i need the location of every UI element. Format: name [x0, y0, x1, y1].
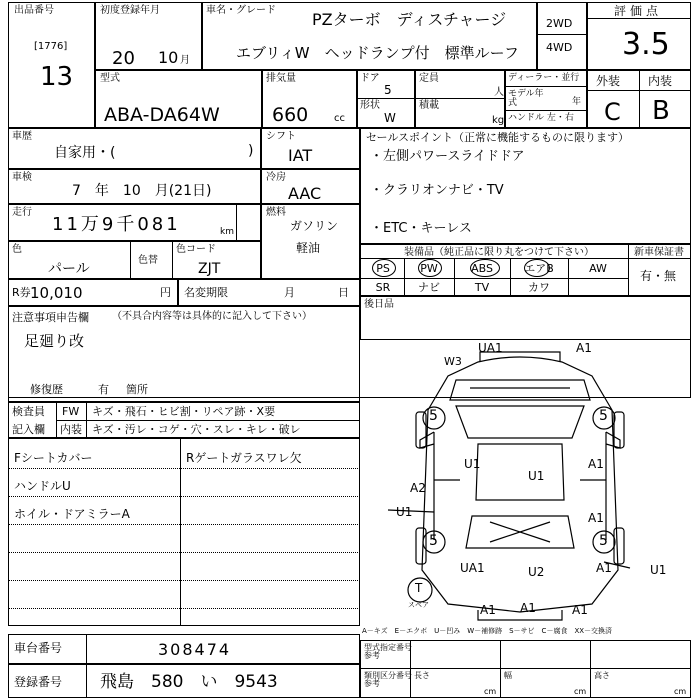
length-label: 長さ [414, 671, 430, 680]
reg-label: 登録番号 [14, 675, 63, 689]
interior-grade: B [652, 96, 670, 126]
notes-label: 注意事項申告欄 [12, 311, 89, 324]
color-label: 色 [12, 244, 22, 255]
remark-3: ホイル・ドアミラーA [14, 507, 130, 521]
first-reg-month: 10 [158, 48, 179, 67]
mark-5-tr: 5 [599, 408, 608, 424]
interior-label: 内装 [648, 74, 673, 88]
capacity-unit: 人 [494, 87, 504, 98]
chassis-label: 車台番号 [14, 641, 63, 655]
first-reg-month-unit: 月 [180, 55, 190, 66]
fw-label: FW [62, 405, 80, 418]
recycle-value: 10,010 [30, 284, 83, 302]
after-box [360, 296, 691, 340]
mark-u2: U2 [528, 565, 545, 579]
equip-aw: AW [589, 262, 607, 275]
mileage-value: 11万9千081 [52, 214, 181, 235]
rating-value: 3.5 [622, 27, 670, 62]
remarks-box [8, 438, 360, 626]
first-reg-year: 20 [112, 48, 135, 69]
mark-5-tl: 5 [429, 408, 438, 424]
mark-a1-b2: A1 [520, 601, 536, 615]
lot-code: [1776] [34, 41, 68, 52]
dealer-label: ディーラー・並行 [508, 73, 580, 83]
exterior-grade: C [604, 98, 621, 126]
mark-u1-side: U1 [396, 505, 413, 519]
mileage-unit: km [220, 227, 234, 237]
exterior-label: 外装 [596, 74, 621, 88]
equip-sr: SR [375, 281, 391, 294]
lot-number: 13 [40, 62, 74, 92]
lot-label: 出品番号 [14, 5, 54, 16]
repair-label: 修復歴 [30, 383, 63, 396]
height-label: 高さ [594, 671, 610, 680]
color-box [8, 241, 261, 279]
mark-w3: W3 [444, 355, 462, 368]
circle-pw [418, 259, 442, 277]
drive-4wd: 4WD [546, 41, 573, 54]
inspection-label: 車検 [12, 172, 32, 183]
circle-airbag [524, 259, 550, 277]
fw-items: キズ・飛石・ヒビ割・リペア跡・X要 [92, 405, 276, 418]
circle-ps [372, 259, 396, 277]
model-year-unit: 年 [572, 97, 582, 107]
mark-u1-roof: U1 [528, 469, 545, 483]
mark-a1-b3: A1 [572, 603, 588, 617]
fuel-label: 燃料 [266, 207, 286, 218]
name-change-month: 月 [284, 286, 295, 299]
fuel-diesel: 軽油 [296, 241, 321, 255]
interior-items: キズ・汚レ・コゲ・穴・スレ・キレ・破レ [92, 423, 301, 436]
interior-row-label: 内装 [60, 423, 82, 436]
equip-ps: PS [376, 262, 390, 275]
damage-legend: A－キズ E－エクボ U－凹み W－補修跡 S－サビ C－腐食 XX－交換済 [362, 627, 613, 635]
reg-value: 飛島 580 い 9543 [100, 672, 278, 692]
load-unit: kg [492, 115, 505, 126]
mark-5-bl: 5 [429, 533, 438, 549]
inspection-value: 7 年 10 月(21日) [72, 183, 212, 199]
name-grade-label: 車名・グレード [206, 5, 276, 16]
mileage-label: 走行 [12, 207, 32, 218]
mark-a1-right: A1 [588, 457, 604, 471]
sales-label: セールスポイント（正常に機能するものに限ります） [366, 131, 630, 144]
aircon-value: AAC [288, 184, 322, 203]
color-code-value: ZJT [198, 261, 221, 277]
equip-tv: TV [474, 281, 490, 294]
load-label: 積載 [419, 100, 439, 111]
equip-airbag: エアB [524, 262, 554, 275]
mark-ua1-top: UA1 [478, 341, 503, 355]
class-ref-label: 類別区分番号 参考 [364, 671, 412, 688]
width-unit: cm [574, 687, 587, 696]
name-change-label: 名変期限 [184, 286, 228, 299]
repair-value: 有 [98, 383, 109, 396]
handle-label: ハンドル 左・右 [508, 113, 574, 123]
mark-a1-b1: A1 [480, 603, 496, 617]
equip-pw: PW [420, 262, 438, 275]
spare-label: スペア [408, 601, 429, 609]
recycle-unit: 円 [160, 286, 171, 299]
circle-abs [470, 259, 500, 277]
mark-a2: A2 [410, 481, 426, 495]
mark-5-br: 5 [599, 533, 608, 549]
shift-label: シフト [266, 131, 296, 142]
sales-2: ・クラリオンナビ・TV [370, 183, 504, 198]
history-box [8, 128, 261, 169]
mark-tire: T [415, 581, 423, 595]
aircon-label: 冷房 [266, 172, 286, 183]
equip-leather: カワ [528, 281, 550, 294]
grade-line2: エブリィW ヘッドランプ付 標準ルーフ [236, 44, 519, 62]
repair-suffix: 箇所 [126, 383, 148, 396]
length-unit: cm [484, 687, 497, 696]
drive-2wd: 2WD [546, 17, 573, 30]
history-value: 自家用・( [54, 145, 116, 161]
chassis-value: 308474 [158, 640, 232, 659]
first-reg-label: 初度登録年月 [100, 5, 160, 16]
capacity-label: 定員 [419, 73, 439, 84]
color-value: パール [48, 261, 90, 277]
rating-label: 評価点 [614, 4, 663, 18]
after-label: 後日品 [364, 299, 394, 310]
remark-1a: Fシートカバー [14, 451, 93, 465]
fuel-gas: ガソリン [290, 219, 339, 233]
equip-navi: ナビ [418, 281, 440, 294]
notes-hint: （不具合内容等は具体的に記入して下さい） [112, 311, 312, 322]
remark-1b: Rゲートガラスワレ欠 [186, 451, 302, 465]
mark-u1-rear: U1 [650, 563, 667, 577]
type-ref-label: 型式指定番号 参考 [364, 643, 412, 660]
doors-value: 5 [384, 83, 392, 97]
notes-value: 足廻り改 [24, 332, 85, 350]
height-unit: cm [674, 687, 687, 696]
remark-2: ハンドルU [14, 479, 71, 493]
displacement-label: 排気量 [266, 73, 296, 84]
model-label: 型式 [100, 73, 120, 84]
grade-line1: PZターボ ディスチャージ [312, 10, 507, 29]
model-value: ABA-DA64W [104, 104, 220, 126]
shape-label: 形状 [360, 100, 380, 111]
new-car-value: 有・無 [640, 269, 677, 283]
model-year-label: モデル年式 [508, 89, 544, 108]
mark-a1-rear: A1 [596, 561, 612, 575]
displacement-unit: cc [334, 113, 345, 124]
name-change-day: 日 [338, 286, 349, 299]
width-label: 幅 [504, 671, 512, 680]
sales-3: ・ETC・キーレス [370, 221, 472, 236]
mark-ua1-rear: UA1 [460, 561, 485, 575]
mark-u1-left: U1 [464, 457, 481, 471]
doors-label: ドア [360, 73, 380, 84]
recycle-label: R券 [12, 286, 31, 299]
new-car-label: 新車保証書 [634, 247, 684, 258]
mark-a1-top: A1 [576, 341, 592, 355]
inspector-label: 検査員 [12, 405, 45, 418]
drive-box [537, 2, 587, 70]
color-change-label: 色替 [138, 255, 158, 266]
mark-a1-side: A1 [588, 511, 604, 525]
equip-abs: ABS [471, 262, 493, 275]
history-label: 車歴 [12, 131, 32, 142]
entry-label: 記入欄 [12, 423, 45, 436]
color-code-label: 色コード [176, 244, 216, 255]
displacement-value: 660 [272, 104, 309, 126]
shape-value: W [384, 111, 396, 125]
sales-1: ・左側パワースライドドア [370, 149, 525, 164]
shift-value: IAT [288, 146, 313, 165]
history-paren: ) [248, 143, 254, 159]
equip-label: 装備品（純正品に限り丸をつけて下さい） [404, 247, 594, 258]
